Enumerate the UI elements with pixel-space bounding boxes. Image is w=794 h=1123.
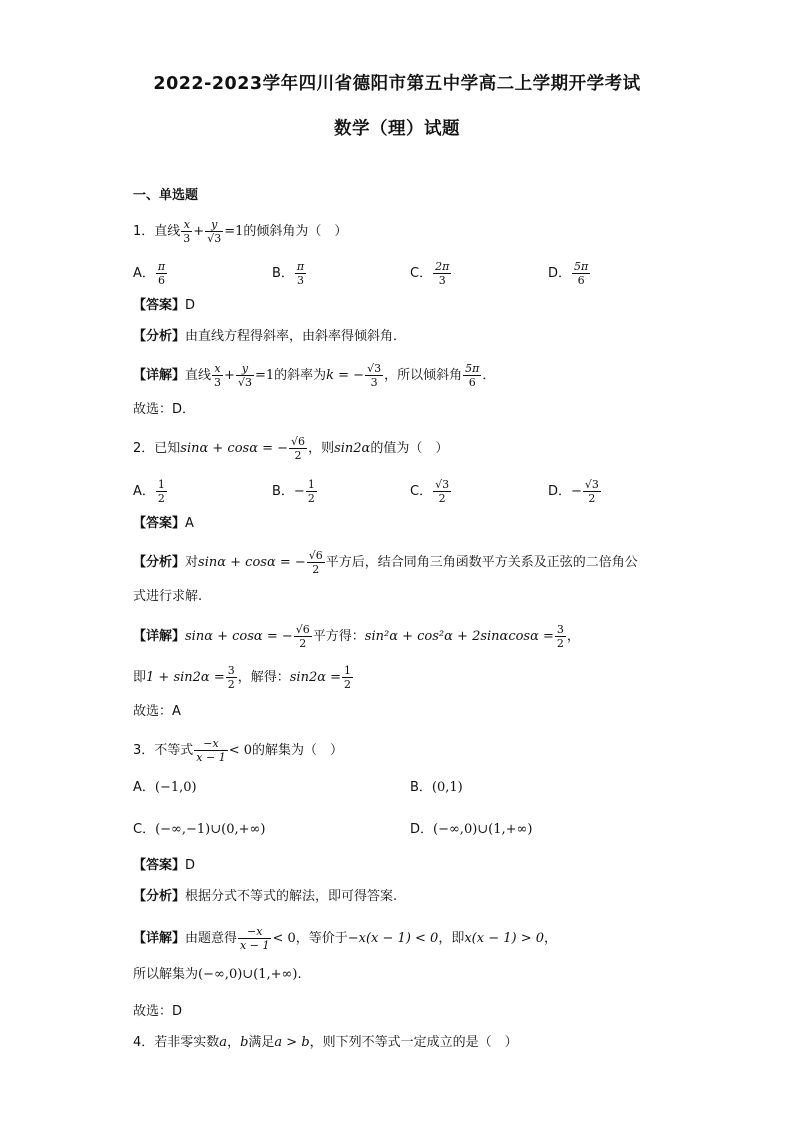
conclusion-3: 故选：D <box>133 1004 183 1019</box>
question-3: 3．不等式 $\frac{-x}{x - 1}$ < 0的解集为（ ） <box>133 737 344 764</box>
question-4: 4．若非零实数a，b满足a > b，则下列不等式一定成立的是（ ） <box>133 1035 518 1050</box>
detail-2: 【详解】sinα + cosα = − $\frac{√6}{2}$ 平方得：sin²α + cos²α + 2sinαcosα = $\frac{3}{2}$ ， <box>133 623 580 650</box>
fraction: $\frac{x}{3}$ <box>183 218 191 245</box>
answer-3: 【答案】D <box>133 858 196 873</box>
fraction: $\frac{y}{√3}$ <box>207 218 222 245</box>
section-heading: 一、单选题 <box>133 188 199 203</box>
conclusion-1: 故选：D． <box>133 402 196 417</box>
option-a: A．(−1,0) <box>133 780 197 795</box>
option-b: B．− $\frac{1}{2}$ <box>272 478 315 505</box>
option-d: D．(−∞,0)∪(1,+∞) <box>410 822 533 837</box>
option-d: D．− $\frac{√3}{2}$ <box>548 478 599 505</box>
detail-2-cont: 即1 + sin2α = $\frac{3}{2}$ ，解得：sin2α = $\frac{1}{2}$ <box>133 664 352 691</box>
detail-3: 【详解】由题意得 $\frac{-x}{x - 1}$ < 0，等价于−x(x − 1) < 0，即x(x − 1) > 0， <box>133 925 558 952</box>
question-1: 1．直线 $\frac{x}{3}$ + $\frac{y}{√3}$ =1的倾斜角为（ ） <box>133 218 348 245</box>
option-c: C． $\frac{√3}{2}$ <box>410 478 450 505</box>
analysis-3: 【分析】根据分式不等式的解法，即可得答案. <box>133 889 398 904</box>
exam-title: 2022-2023学年四川省德阳市第五中学高二上学期开学考试 <box>153 74 641 94</box>
question-2: 2．已知sinα + cosα = − $\frac{√6}{2}$ ，则sin2α的值为（ ） <box>133 435 449 462</box>
analysis-2-cont: 式进行求解. <box>133 589 203 604</box>
conclusion-2: 故选：A <box>133 704 181 719</box>
detail-1: 【详解】直线 $\frac{x}{3}$ + $\frac{y}{√3}$ =1的斜率为k = − $\frac{√3}{3}$ ，所以倾斜角 $\frac{5\pi}{6}$ ． <box>133 362 496 389</box>
option-b: B． $\frac{\pi}{3}$ <box>272 260 305 287</box>
exam-subtitle: 数学（理）试题 <box>334 119 460 139</box>
option-c: C．(−∞,−1)∪(0,+∞) <box>133 822 266 837</box>
option-a: A． $\frac{\pi}{6}$ <box>133 260 166 287</box>
question-number: 1． <box>133 224 155 239</box>
detail-3-cont: 所以解集为(−∞,0)∪(1,+∞). <box>133 967 302 982</box>
option-c: C． $\frac{2\pi}{3}$ <box>410 260 450 287</box>
option-d: D． $\frac{5\pi}{6}$ <box>548 260 589 287</box>
option-a: A． $\frac{1}{2}$ <box>133 478 165 505</box>
analysis-2: 【分析】对sinα + cosα = − $\frac{√6}{2}$ 平方后，结合同角三角函数平方关系及正弦的二倍角公 <box>133 549 638 576</box>
answer-1: 【答案】D <box>133 298 196 313</box>
answer-2: 【答案】A <box>133 516 194 531</box>
option-b: B．(0,1) <box>410 780 463 795</box>
analysis-1: 【分析】由直线方程得斜率，由斜率得倾斜角． <box>133 329 407 344</box>
